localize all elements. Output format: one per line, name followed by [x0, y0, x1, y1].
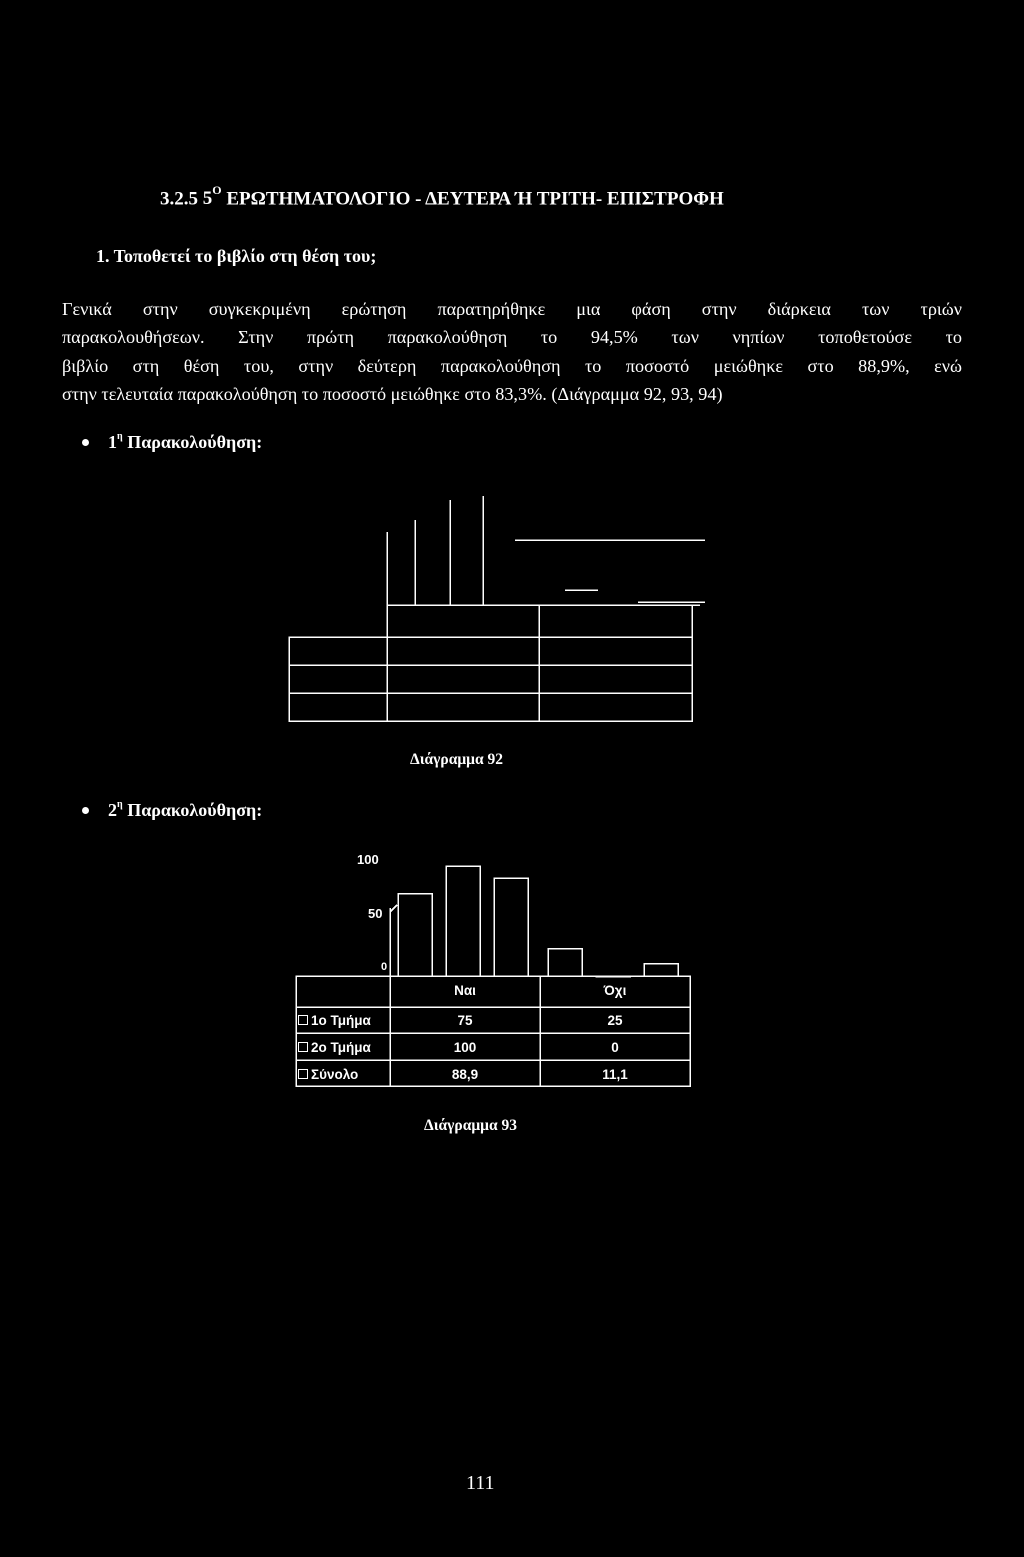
table-cell: 88,9 [451, 1067, 479, 1082]
bullet-observation-2: $2^\eta$ Παρακολούθηση: [108, 800, 262, 821]
bar-1-0 [548, 949, 582, 977]
table-header-yes: Ναι [454, 983, 476, 998]
paragraph-line: Γενικά στην συγκεκριμένη ερώτηση παρατηρήθηκε μια φάση στην διάρκεια των τριών [62, 299, 962, 319]
diagram-92-caption: Διάγραμμα 92 [410, 751, 503, 768]
y-tick-label: 0 [381, 961, 388, 973]
axis-tick [390, 905, 397, 912]
bar-0-0 [398, 894, 432, 977]
diagram-92-chart [280, 490, 720, 730]
paragraph-line: στην τελευταία παρακολούθηση το ποσοστό μειώθηκε στο 83,3%. (Διάγραμμα 92, 93, 94) [62, 384, 723, 405]
paragraph-line: βιβλίο στη θέση του, στην δεύτερη παρακολούθηση το ποσοστό μειώθηκε στο 88,9%, ενώ [62, 355, 962, 376]
bar-0-2 [494, 878, 528, 976]
bar-1-2 [644, 964, 678, 976]
section-heading [160, 183, 724, 210]
table-cell: 100 [453, 1040, 477, 1055]
diagram-93-chart [280, 860, 720, 1100]
legend-entry-2: 2ο Τμήμα [298, 1040, 371, 1055]
table-header-no: Όχι [603, 983, 627, 998]
legend-entry-1: 1ο Τμήμα [298, 1013, 371, 1028]
legend-swatch [298, 1069, 308, 1079]
table-cell: 0 [611, 1040, 619, 1055]
section-title: ΕΡΩΤΗΜΑΤΟΛΟΓΙΟ - ΔΕΥΤΕΡΑ Ή ΤΡΙΤΗ- ΕΠΙΣΤΡΟΦΗ [226, 188, 724, 210]
section-number: 3.2.5 [160, 188, 198, 210]
bullet-dot [82, 439, 89, 446]
data-table-outline [289, 637, 692, 721]
table-cell: 75 [457, 1013, 473, 1028]
table-cell: 25 [607, 1013, 623, 1028]
bullet-observation-1: $1^\eta$ Παρακολούθηση: [108, 432, 262, 453]
body-paragraph [62, 295, 962, 409]
bar-0-1 [446, 866, 480, 976]
diagram-93-caption: Διάγραμμα 93 [424, 1117, 517, 1134]
bullet-dot [82, 807, 89, 814]
bar-1-1 [596, 976, 630, 977]
legend-entry-3: Σύνολο [298, 1067, 358, 1082]
legend-swatch [298, 1015, 308, 1025]
question-title: 1. Τοποθετεί το βιβλίο στη θέση του; [96, 246, 377, 266]
paragraph-line: παρακολουθήσεων. Στην πρώτη παρακολούθηση το 94,5% των νηπίων τοποθετούσε το [62, 327, 962, 348]
table-cell: 11,1 [602, 1067, 628, 1082]
page-number: 111 [466, 1472, 495, 1494]
y-tick-label: 50 [368, 906, 383, 921]
section-ordinal: $5^O$ [202, 183, 222, 210]
legend-swatch [298, 1042, 308, 1052]
y-tick-label: 100 [357, 852, 379, 867]
